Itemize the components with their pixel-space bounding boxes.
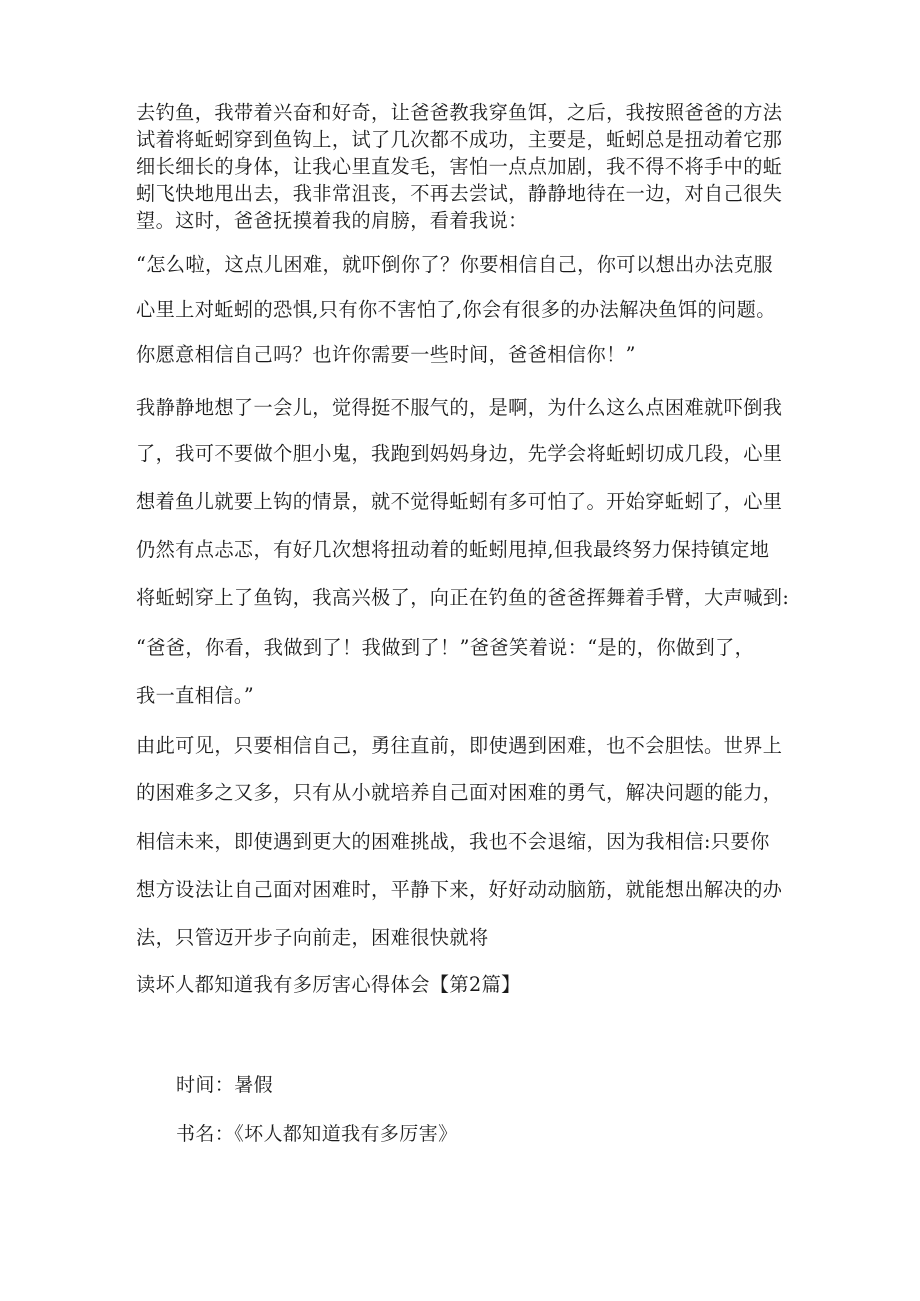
paragraph-3-line: 的困难多之又多，只有从小就培养自己面对困难的勇气，解决问题的能力， [136, 781, 783, 804]
paragraph-3-line: 想方设法让自己面对困难时，平静下来，好好动动脑筋，就能想出解决的办 [136, 878, 783, 901]
paragraph-2-line: “爸爸，你看，我做到了！我做到了！”爸爸笑着说：“是的，你做到了， [136, 636, 755, 659]
paragraph-1-line: 细长细长的身体，让我心里直发毛，害怕一点点加剧，我不得不将手中的蚯 [136, 155, 783, 178]
paragraph-3-line: 法，只管迈开步子向前走，困难很快就将 [136, 926, 489, 949]
quote-line: “怎么啦，这点儿困难，就吓倒你了？你要相信自己，你可以想出办法克服 [136, 253, 774, 276]
paragraph-3-line: 由此可见，只要相信自己，勇往直前，即使遇到困难，也不会胆怯。世界上 [136, 734, 783, 757]
meta-book-title: 书名：《坏人都知道我有多厉害》 [176, 1123, 458, 1145]
paragraph-2-line: 将蚯蚓穿上了鱼钩，我高兴极了，向正在钓鱼的爸爸挥舞着手臂，大声喊到: [136, 586, 790, 609]
paragraph-1-line: 蚓飞快地甩出去，我非常沮丧，不再去尝试，静静地待在一边，对自己很失 [136, 182, 783, 205]
paragraph-1-line: 望。这时，爸爸抚摸着我的肩膀，看着我说： [136, 209, 528, 232]
paragraph-1-line: 去钓鱼，我带着兴奋和好奇，让爸爸教我穿鱼饵，之后，我按照爸爸的方法 [136, 101, 783, 124]
paragraph-2-line: 我静静地想了一会儿，觉得挺不服气的，是啊，为什么这么点困难就吓倒我 [136, 396, 783, 419]
quote-line: 你愿意相信自己吗？也许你需要一些时间，爸爸相信你！” [136, 343, 636, 366]
meta-time: 时间：暑假 [176, 1074, 274, 1096]
paragraph-2-line: 仍然有点忐忑，有好几次想将扭动着的蚯蚓甩掉,但我最终努力保持镇定地 [136, 538, 770, 561]
section-title: 读坏人都知道我有多厉害心得体会【第2篇】 [136, 973, 521, 996]
paragraph-2-line: 想着鱼儿就要上钩的情景，就不觉得蚯蚓有多可怕了。开始穿蚯蚓了，心里 [136, 490, 783, 513]
paragraph-2-line: 我一直相信。” [136, 684, 255, 707]
paragraph-2-line: 了，我可不要做个胆小鬼，我跑到妈妈身边，先学会将蚯蚓切成几段，心里 [136, 442, 783, 465]
quote-line: 心里上对蚯蚓的恐惧,只有你不害怕了,你会有很多的办法解决鱼饵的问题。 [136, 298, 776, 321]
paragraph-1-line: 试着将蚯蚓穿到鱼钩上，试了几次都不成功，主要是，蚯蚓总是扭动着它那 [136, 128, 783, 151]
paragraph-3-line: 相信未来，即使遇到更大的困难挑战，我也不会退缩，因为我相信:只要你 [136, 830, 770, 853]
